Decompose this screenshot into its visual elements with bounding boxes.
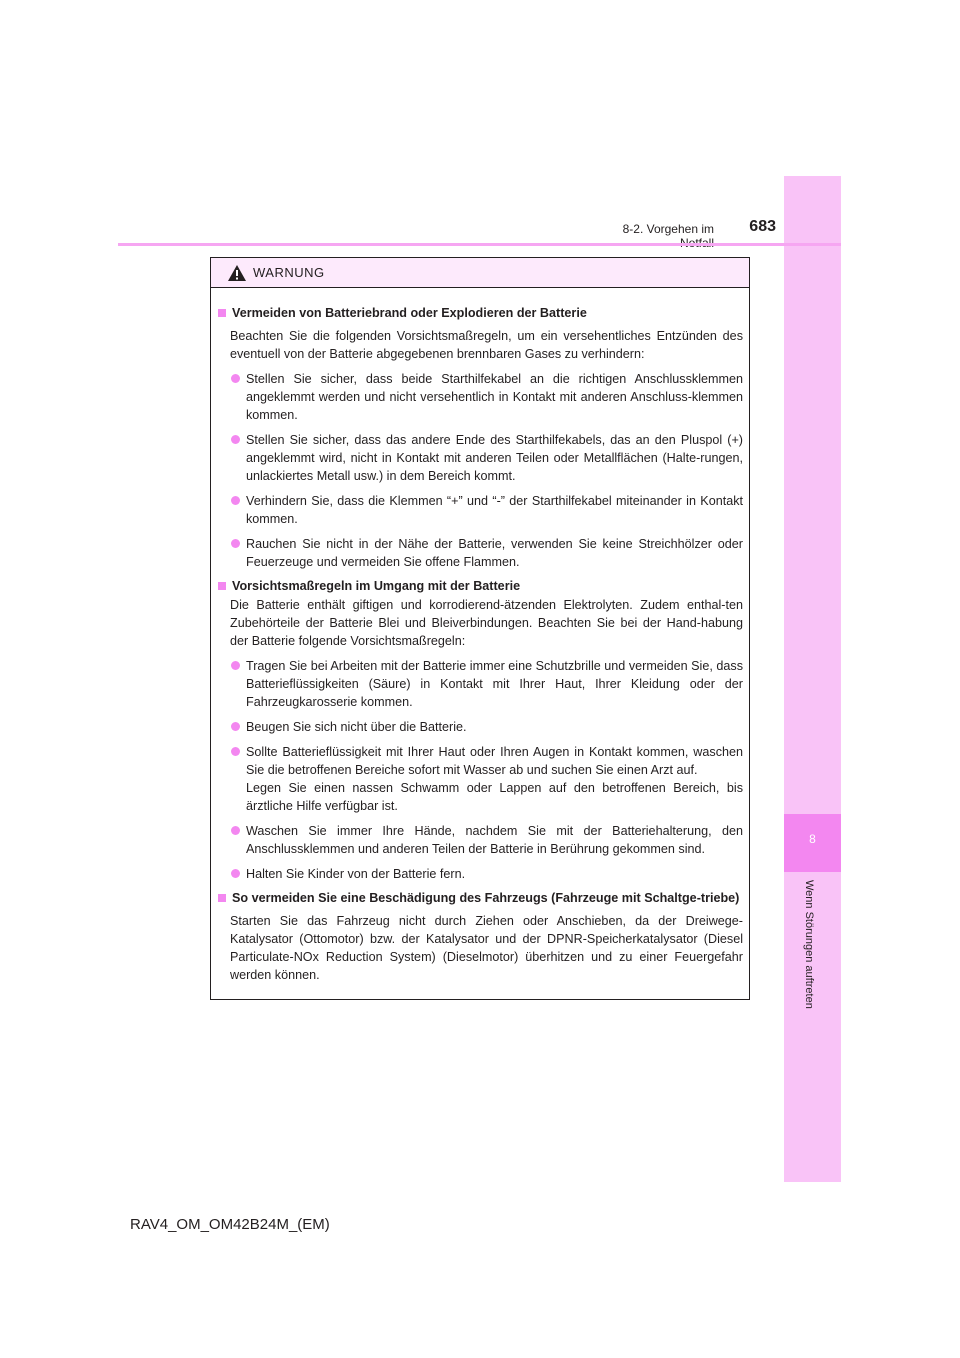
bullet-item: Sollte Batterieflüssigkeit mit Ihrer Haut oder Ihren Augen in Kontakt kommen, waschen Sie die betroffenen Bereiche sofort mit Wasser ab und suchen Sie einen Arzt auf. Legen Sie einen nassen Schwamm oder Lappen auf den betroffenen Bereich, bis ärztliche Hilfe verfügbar ist. (230, 743, 743, 815)
chapter-label: Wenn Störungen auftreten (803, 880, 815, 1009)
circle-bullet-icon (231, 539, 240, 548)
square-bullet-icon (218, 894, 226, 902)
square-bullet-icon (218, 309, 226, 317)
bullet-item: Stellen Sie sicher, dass das andere Ende des Starthilfekabels, das an den Pluspol (+) angeklemmt wird, nicht in Kontakt mit anderen Teilen oder Metallflächen (Halte-rungen, unlackiertes Metall usw.) in dem Bereich kommt. (230, 431, 743, 485)
page-number: 683 (749, 218, 776, 235)
warning-body (211, 288, 749, 984)
bullet-item: Stellen Sie sicher, dass beide Starthilfekabel an die richtigen Anschlussklemmen angeklemmt werden und nicht versehentlich in Kontakt mit anderen Anschluss-klemmen kommen. (230, 370, 743, 424)
warning-title: WARNUNG (253, 265, 325, 280)
section-heading: So vermeiden Sie eine Beschädigung des Fahrzeugs (Fahrzeuge mit Schaltge-triebe) (217, 889, 743, 907)
circle-bullet-icon (231, 722, 240, 731)
circle-bullet-icon (231, 661, 240, 670)
bullet-item: Rauchen Sie nicht in der Nähe der Batterie, verwenden Sie keine Streichhölzer oder Feuerzeuge und vermeiden Sie offene Flammen. (230, 535, 743, 571)
header-divider (118, 243, 841, 246)
bullet-item: Halten Sie Kinder von der Batterie fern. (230, 865, 743, 883)
circle-bullet-icon (231, 826, 240, 835)
circle-bullet-icon (231, 374, 240, 383)
document-code: RAV4_OM_OM42B24M_(EM) (130, 1216, 330, 1233)
warning-box (210, 257, 750, 1000)
section-title: 8-2. Vorgehen im (622, 222, 714, 236)
circle-bullet-icon (231, 435, 240, 444)
section-text: Die Batterie enthält giftigen und korrodierend-ätzenden Elektrolyten. Zudem enthal-ten Zubehörteile der Batterie Blei und Bleiverbindungen. Beachten Sie bei der Hand-habung der Batterie folgende Vorsichtsmaßregeln: (230, 598, 743, 648)
warning-header (211, 258, 749, 288)
square-bullet-icon (218, 582, 226, 590)
section-text: Beachten Sie die folgenden Vorsichtsmaßregeln, um ein versehentliches Entzünden des eventuell von der Batterie abgegebenen brennbaren Gases zu verhindern: (230, 329, 743, 361)
bullet-item: Tragen Sie bei Arbeiten mit der Batterie immer eine Schutzbrille und vermeiden Sie, dass Batterieflüssigkeiten (Säure) in Kontakt mit Ihrer Haut, Ihrer Kleidung oder der Fahrzeugkarosserie kommen. (230, 657, 743, 711)
bullet-item: Verhindern Sie, dass die Klemmen “+” und “-” der Starthilfekabel miteinander in Kontakt kommen. (230, 492, 743, 528)
section-text: Starten Sie das Fahrzeug nicht durch Ziehen oder Anschieben, da der Dreiwege-Katalysator (Ottomotor) bzw. der Katalysator und der DPNR-Speicherkatalysator (Diesel Particulate-NOx Reduction System) (Dieselmotor) überhitzen und zu einer Feuergefahr werden können. (230, 914, 743, 982)
chapter-number: 8 (809, 832, 816, 846)
section-heading: Vermeiden von Batteriebrand oder Explodieren der Batterie (217, 304, 743, 322)
bullet-item: Waschen Sie immer Ihre Hände, nachdem Sie mit der Batteriehalterung, den Anschlussklemmen und anderen Teilen der Batterie in Berührung gekommen sind. (230, 822, 743, 858)
bullet-item: Beugen Sie sich nicht über die Batterie. (230, 718, 743, 736)
circle-bullet-icon (231, 496, 240, 505)
warning-triangle-icon (227, 264, 247, 282)
chapter-label-container (803, 880, 821, 1180)
circle-bullet-icon (231, 869, 240, 878)
circle-bullet-icon (231, 747, 240, 756)
section-heading: Vorsichtsmaßregeln im Umgang mit der Batterie (217, 577, 743, 595)
